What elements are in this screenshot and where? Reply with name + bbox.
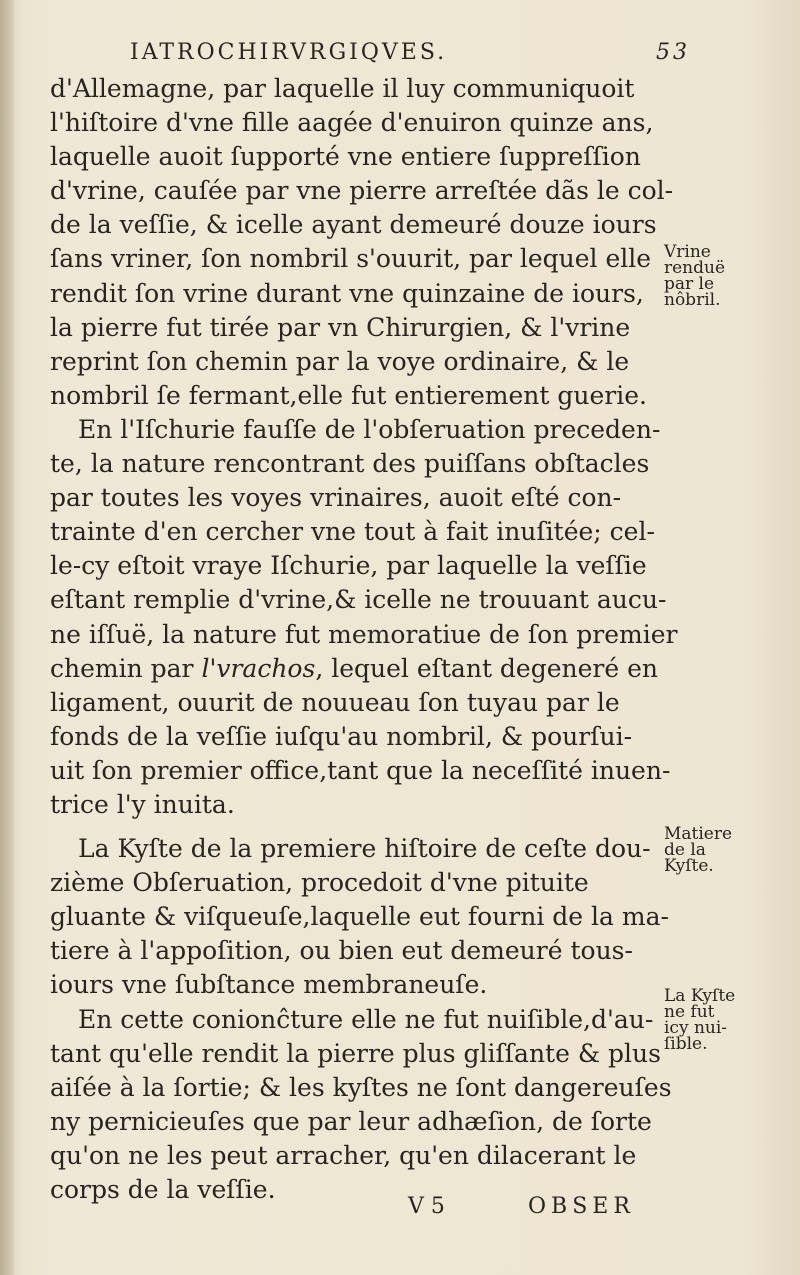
margin-note-line: La Kyſte bbox=[664, 986, 736, 1006]
text-line: rendit ſon vrine durant vne quinzaine de iours, bbox=[50, 278, 644, 308]
text-line: tiere à l'appoſition, ou bien eut demeuré tous- bbox=[50, 936, 633, 966]
text-line: reprint ſon chemin par la voye ordinaire, & le bbox=[50, 346, 630, 376]
paragraph-start-line: En cette conionĉture elle ne fut nuiſible,d'au- bbox=[78, 1004, 654, 1034]
text-line: laquelle auoit ſupporté vne entiere ſuppreſſion bbox=[50, 142, 641, 172]
margin-note-line: ne fut bbox=[664, 1002, 715, 1022]
text-line-lead: chemin par bbox=[50, 653, 194, 683]
text-line-tail: , lequel eſtant degeneré en bbox=[315, 653, 659, 683]
text-line: tant qu'elle rendit la pierre plus gliſſante & plus bbox=[50, 1038, 661, 1068]
page-number: 53 bbox=[656, 40, 690, 65]
text-line: nombril ſe fermant,elle fut entierement guerie. bbox=[50, 380, 647, 410]
text-line: ny pernicieuſes que par leur adhæſion, de ſorte bbox=[50, 1106, 652, 1136]
text-line: fonds de la veſſie iuſqu'au nombril, & pourſui- bbox=[50, 721, 633, 751]
text-line bbox=[50, 652, 680, 686]
paragraph-start-line: En l'Iſchurie fauſſe de l'obſeruation preceden- bbox=[78, 414, 661, 444]
margin-note-line: nôbril. bbox=[664, 290, 721, 310]
text-line: te, la nature rencontrant des puiſſans obſtacles bbox=[50, 449, 650, 479]
margin-note-line: de la bbox=[664, 840, 706, 860]
binding-edge bbox=[0, 0, 14, 1275]
text-line: ligament, ouurit de nouueau ſon tuyau par le bbox=[50, 687, 620, 717]
text-line: iours vne ſubſtance membraneuſe. bbox=[50, 970, 488, 1000]
signature-mark: V 5 bbox=[408, 1194, 445, 1219]
text-line: corps de la veſſie. bbox=[50, 1175, 276, 1204]
text-line: par toutes les voyes vrinaires, auoit eſté con- bbox=[50, 483, 622, 513]
catchword: OBSER bbox=[528, 1194, 635, 1219]
text-line: l'hiſtoire d'vne fille aagée d'enuiron quinze ans, bbox=[50, 108, 654, 138]
text-line: le-cy eſtoit vraye Iſchurie, par laquelle la veſſie bbox=[50, 551, 647, 581]
margin-note-kyste bbox=[664, 988, 760, 1052]
text-line: trainte d'en cercher vne tout à fait inuſitée; cel- bbox=[50, 517, 655, 547]
text-line: zième Obſeruation, procedoit d'vne pituite bbox=[50, 868, 589, 898]
paragraph-start-line: La Kyſte de la premiere hiſtoire de ceſte dou- bbox=[78, 834, 651, 864]
margin-note-line: par le bbox=[664, 274, 715, 294]
italic-term: l'vrachos bbox=[201, 653, 316, 683]
text-line: eſtant remplie d'vrine,& icelle ne trouuant aucu- bbox=[50, 585, 667, 615]
margin-note-matiere bbox=[664, 826, 760, 874]
running-head bbox=[130, 40, 690, 70]
text-line: d'Allemagne, par laquelle il luy communiquoit bbox=[50, 74, 635, 103]
text-line: ſans vriner, ſon nombril s'ouurit, par lequel elle bbox=[50, 244, 652, 274]
margin-note-line: Vrine bbox=[664, 242, 711, 262]
text-line: trice l'y inuita. bbox=[50, 789, 235, 819]
margin-note-line: renduë bbox=[664, 258, 726, 278]
catchline bbox=[408, 1194, 668, 1224]
text-line: gluante & viſqueuſe,laquelle eut fourni de la ma- bbox=[50, 902, 669, 932]
text-line: d'vrine, cauſée par vne pierre arreſtée dãs le col- bbox=[50, 176, 674, 206]
running-title: IATROCHIRVRGIQVES. bbox=[130, 40, 448, 65]
margin-note-line: icy nui- bbox=[664, 1018, 728, 1038]
body-text bbox=[50, 72, 680, 1207]
margin-note-line: Matiere bbox=[664, 824, 733, 844]
margin-note-line: ſible. bbox=[664, 1034, 708, 1054]
text-line: ne iſſuë, la nature fut memoratiue de ſon premier bbox=[50, 619, 678, 649]
text-line: la pierre fut tirée par vn Chirurgien, & l'vrine bbox=[50, 312, 631, 342]
margin-note-line: Kyſte. bbox=[664, 856, 714, 876]
text-line: uit ſon premier office,tant que la neceſſité inuen- bbox=[50, 755, 671, 785]
text-line: aiſée à la ſortie; & les kyſtes ne ſont dangereuſes bbox=[50, 1072, 672, 1102]
text-line: qu'on ne les peut arracher, qu'en dilacerant le bbox=[50, 1140, 637, 1170]
text-line: de la veſſie, & icelle ayant demeuré douze iours bbox=[50, 210, 657, 240]
margin-note-vrine bbox=[664, 244, 760, 308]
